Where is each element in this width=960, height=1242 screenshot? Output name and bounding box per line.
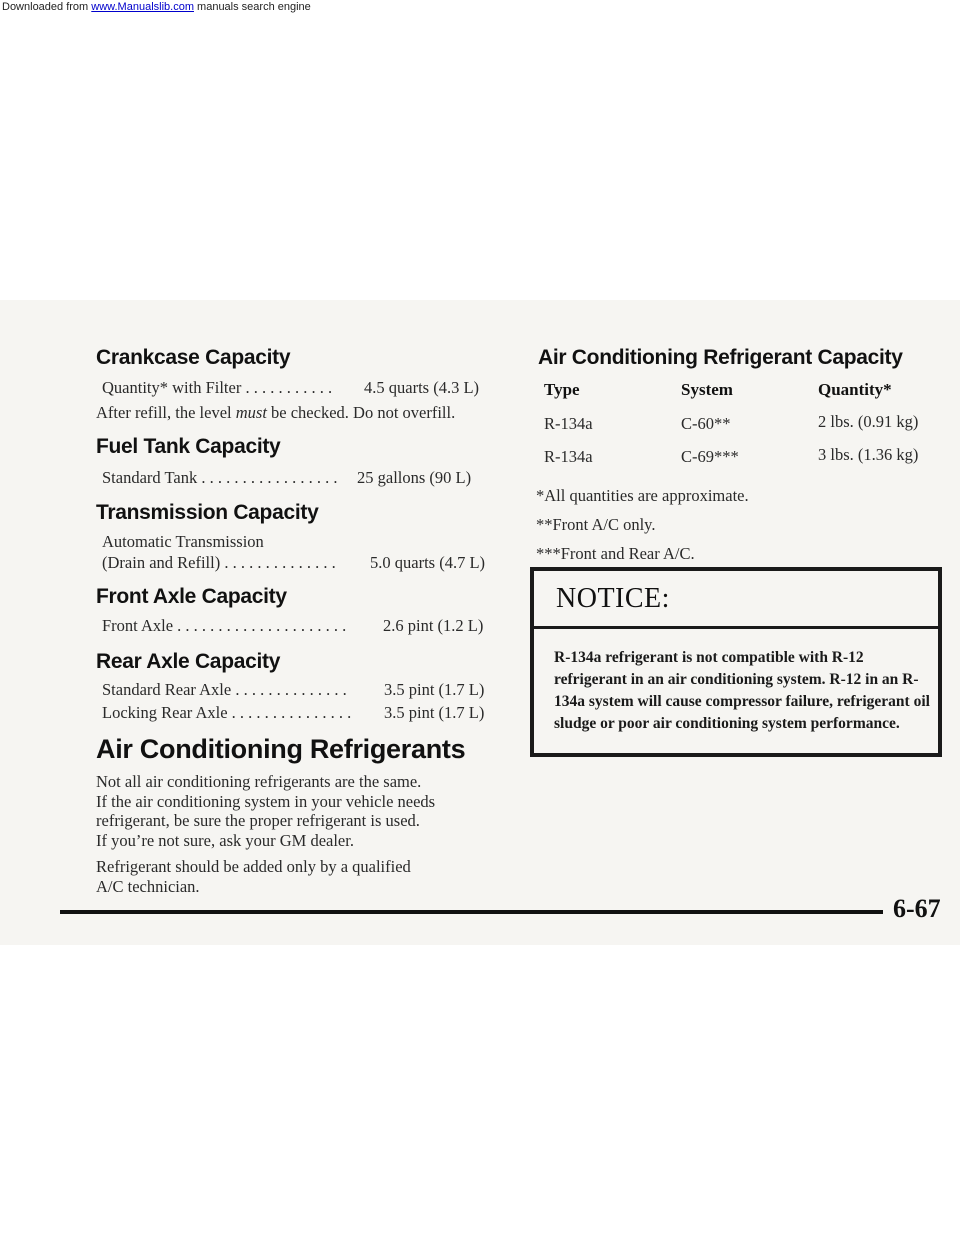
rear-axle-heading: Rear Axle Capacity xyxy=(96,650,281,673)
rear-axle-spec-row-locking xyxy=(102,703,484,723)
ac-footnote-front-rear: ***Front and Rear A/C. xyxy=(536,544,695,563)
ac-table-row1-system: C-60** xyxy=(681,414,731,433)
transmission-heading: Transmission Capacity xyxy=(96,501,319,524)
download-prefix: Downloaded from xyxy=(2,1,92,13)
footer-rule xyxy=(60,910,883,914)
fuel-tank-heading: Fuel Tank Capacity xyxy=(96,435,281,458)
transmission-spec-row xyxy=(102,553,485,573)
rear-axle-spec-row-standard xyxy=(102,680,484,700)
front-axle-spec-row xyxy=(102,616,483,636)
refrigerants-paragraph-1 xyxy=(96,772,435,850)
refrigerants-p2-line-2: A/C technician. xyxy=(96,876,200,896)
page-number: 6-67 xyxy=(893,894,941,923)
refrigerants-p2-line-1: Refrigerant should be added only by a qualified xyxy=(96,857,411,876)
notice-box xyxy=(530,567,942,757)
front-axle-spec-value: 2.6 pint (1.2 L) xyxy=(383,616,484,635)
ac-table-row2-system: C-69*** xyxy=(681,447,739,466)
front-axle-heading: Front Axle Capacity xyxy=(96,585,287,608)
ac-footnote-front-only: **Front A/C only. xyxy=(536,515,656,534)
crankcase-spec-label: Quantity* with Filter . . . . . . . . . . . xyxy=(102,378,333,397)
refrigerants-paragraph-2 xyxy=(96,857,411,896)
download-suffix: manuals search engine xyxy=(193,1,311,13)
front-axle-spec-label: Front Axle . . . . . . . . . . . . . . . . . . . . . xyxy=(102,616,347,635)
download-source-bar xyxy=(0,0,960,14)
crankcase-spec-value: 4.5 quarts (4.3 L) xyxy=(364,378,480,397)
refrigerants-p1-line-4: If you’re not sure, ask your GM dealer. xyxy=(96,830,354,850)
ac-table-header-quantity: Quantity* xyxy=(818,380,892,399)
fuel-tank-spec-value: 25 gallons (90 L) xyxy=(357,468,472,487)
ac-capacity-heading: Air Conditioning Refrigerant Capacity xyxy=(538,346,903,369)
fuel-tank-spec-row xyxy=(102,468,471,488)
refrigerants-p1-line-2: If the air conditioning system in your vehicle needs xyxy=(96,791,436,811)
refrigerants-heading: Air Conditioning Refrigerants xyxy=(96,734,466,764)
notice-body: R-134a refrigerant is not compatible with R-12 refrigerant in an air conditioning system. R-12 in an R-134a system will cause compressor failure, refrigerant oil sludge or poor air conditioning system performance. xyxy=(554,649,930,732)
crankcase-note-emphasis: must xyxy=(235,403,267,422)
crankcase-spec-row xyxy=(102,378,479,398)
rear-axle-standard-label: Standard Rear Axle . . . . . . . . . . . . . . xyxy=(102,680,347,699)
transmission-spec-label: (Drain and Refill) . . . . . . . . . . . . . . xyxy=(102,553,336,572)
refrigerants-p1-line-3: refrigerant, be sure the proper refrigerant is used. xyxy=(96,811,420,830)
rear-axle-standard-value: 3.5 pint (1.7 L) xyxy=(384,680,485,699)
ac-table-header-system: System xyxy=(681,380,733,399)
transmission-spec-value: 5.0 quarts (4.7 L) xyxy=(370,553,486,572)
crankcase-note xyxy=(96,403,455,423)
fuel-tank-spec-label: Standard Tank . . . . . . . . . . . . . . . . . xyxy=(102,468,338,487)
ac-table-row2-quantity: 3 lbs. (1.36 kg) xyxy=(818,445,919,464)
manualslib-link[interactable]: www.Manualslib.com xyxy=(91,1,194,13)
ac-table-header-type: Type xyxy=(544,380,580,399)
transmission-line1: Automatic Transmission xyxy=(102,532,264,551)
crankcase-note-after: be checked. Do not overfill. xyxy=(266,403,456,422)
crankcase-heading: Crankcase Capacity xyxy=(96,346,291,369)
notice-title: NOTICE: xyxy=(556,583,670,614)
ac-table-row1-type: R-134a xyxy=(544,414,593,433)
crankcase-note-before: After refill, the level xyxy=(96,403,236,422)
refrigerants-p1-line-1: Not all air conditioning refrigerants are the same. xyxy=(96,772,422,791)
ac-footnote-approximate: *All quantities are approximate. xyxy=(536,486,749,505)
ac-table-row2-type: R-134a xyxy=(544,447,593,466)
rear-axle-locking-label: Locking Rear Axle . . . . . . . . . . . . . . . xyxy=(102,703,352,722)
rear-axle-locking-value: 3.5 pint (1.7 L) xyxy=(384,703,485,722)
notice-header xyxy=(534,571,938,629)
ac-table-row1-quantity: 2 lbs. (0.91 kg) xyxy=(818,412,919,431)
